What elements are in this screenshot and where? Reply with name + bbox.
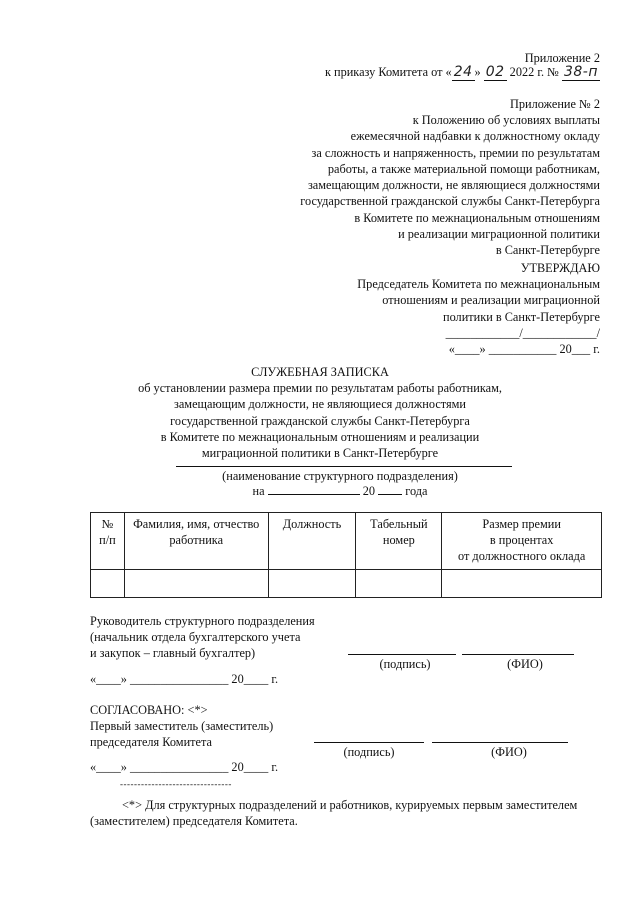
header-position: Должность [268, 513, 356, 570]
header-full-name: Фамилия, имя, отчество работника [124, 513, 268, 570]
agreed-sign-caption: (подпись) [343, 745, 395, 759]
appendix-line: ежемесячной надбавки к должностному окладу [350, 129, 600, 144]
memo-date-mid: 20 [362, 484, 376, 498]
memo-date-blank [268, 483, 360, 495]
head-signature-block [90, 613, 390, 662]
approve-line: отношениям и реализации миграционной [382, 293, 600, 308]
memo-subtitle-line: в Комитете по межнациональным отношениям и реализации [160, 429, 480, 444]
memo-block [60, 364, 580, 461]
order-ref-line [180, 64, 600, 81]
memo-subtitle-line: замещающим должности, не являющиеся должностями [173, 397, 467, 412]
agreed-fio-rule [432, 742, 568, 743]
memo-subtitle-line: государственной гражданской службы Санкт-Петербурга [170, 413, 470, 428]
order-year-text: 2022 г. № [509, 65, 559, 79]
head-date-line: «____» ________________ 20____ г. [90, 672, 279, 686]
memo-year-blank [378, 483, 402, 495]
table-cell [268, 569, 356, 597]
order-ref-prefix: к приказу Комитета от « [324, 65, 452, 79]
memo-title: СЛУЖЕБНАЯ ЗАПИСКА [251, 365, 389, 379]
header-bonus-percent: Размер премии в процентах от должностного оклада [442, 513, 602, 570]
approve-signature-line: ____________/____________/ [445, 325, 600, 340]
table-cell [442, 569, 602, 597]
appendix-line: в Санкт-Петербурге [495, 242, 600, 257]
unit-name-rule [176, 466, 512, 467]
appendix-line: за сложность и напряженность, премии по результатам [311, 145, 600, 160]
head-sign-rule [348, 654, 456, 655]
memo-subtitle-line: об установлении размера премии по результатам работы работникам, [138, 381, 502, 396]
memo-date-suffix: года [405, 484, 428, 498]
header-personnel-number: Табельный номер [356, 513, 442, 570]
memo-subtitle-line: миграционной политики в Санкт-Петербурге [201, 446, 439, 461]
approve-block [260, 260, 600, 357]
approve-title: УТВЕРЖДАЮ [520, 261, 600, 275]
order-appendix-label: Приложение 2 [524, 51, 600, 65]
order-month-sep: » [474, 65, 481, 79]
bonus-table [90, 512, 602, 598]
appendix-line: замещающим должности, не являющиеся должностями [307, 178, 600, 193]
memo-date-line [140, 483, 540, 499]
head-line: и закупок – главный бухгалтер) [90, 646, 256, 661]
appendix-title: Приложение № 2 [509, 97, 600, 111]
table-cell [91, 569, 125, 597]
table-cell [124, 569, 268, 597]
head-fio-rule [462, 654, 574, 655]
footnote-line: <*> Для структурных подразделений и работников, курируемых первым заместителем [122, 798, 578, 812]
appendix-line: в Комитете по межнациональным отношениям [354, 210, 600, 225]
appendix-line: работы, а также материальной помощи работникам, [327, 161, 600, 176]
table-header-row [91, 513, 602, 570]
agreed-date-line: «____» ________________ 20____ г. [90, 760, 279, 774]
order-month-handwritten: 02 [485, 64, 505, 80]
table-cell [356, 569, 442, 597]
appendix-block [200, 96, 600, 258]
memo-date-prefix: на [252, 484, 265, 498]
approve-line: Председатель Комитета по межнациональным [357, 277, 600, 292]
head-fio-caption: (ФИО) [507, 657, 543, 671]
appendix-line: государственной гражданской службы Санкт-Петербурга [300, 194, 600, 209]
appendix-line: к Положению об условиях выплаты [412, 113, 600, 128]
order-day-handwritten: 24 [453, 64, 473, 80]
appendix-line: и реализации миграционной политики [398, 226, 600, 241]
footnote-block [90, 797, 610, 829]
agreed-line: Первый заместитель (заместитель) [90, 719, 274, 734]
header-number: № п/п [91, 513, 125, 570]
approve-line: политики в Санкт-Петербурге [442, 309, 600, 324]
unit-caption: (наименование структурного подразделения) [222, 469, 458, 483]
agreed-sign-rule [314, 742, 424, 743]
footnote-line: (заместителем) председателя Комитета. [90, 814, 298, 829]
order-number-handwritten: 38-п [563, 64, 598, 80]
head-line: (начальник отдела бухгалтерского учета [90, 630, 301, 645]
approve-date-line: «____» ___________ 20___ г. [448, 342, 600, 357]
table-row [91, 569, 602, 597]
head-line: Руководитель структурного подразделения [90, 614, 315, 628]
agreed-title: СОГЛАСОВАНО: <*> [90, 703, 208, 717]
agreed-line: председателя Комитета [90, 735, 212, 750]
agreed-fio-caption: (ФИО) [491, 745, 527, 759]
head-sign-caption: (подпись) [379, 657, 431, 671]
footnote-separator: -------------------------------- [120, 779, 232, 789]
